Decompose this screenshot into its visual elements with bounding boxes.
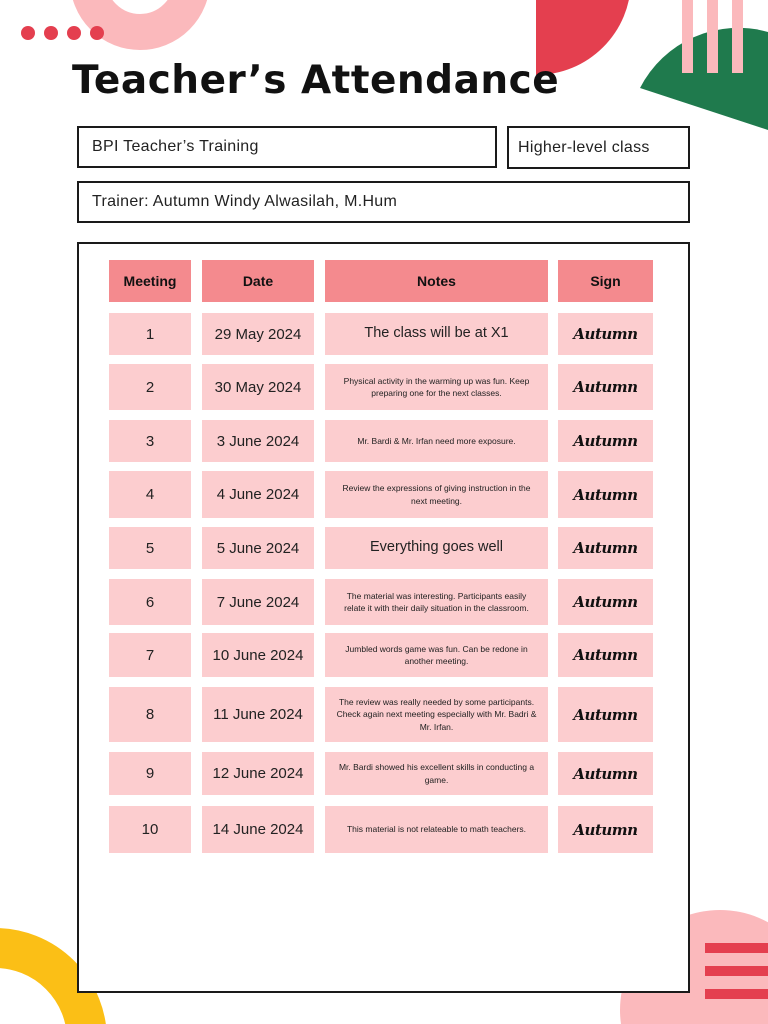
table-cell-sign: Autumn: [558, 313, 653, 355]
table-cell-date: 11 June 2024: [202, 687, 314, 742]
table-cell-date: 12 June 2024: [202, 752, 314, 795]
table-cell-date: 10 June 2024: [202, 633, 314, 677]
header-notes: Notes: [325, 260, 548, 302]
red-stripe-shape: [705, 966, 768, 976]
header-date: Date: [202, 260, 314, 302]
table-cell-notes: Review the expressions of giving instruction in the next meeting.: [325, 471, 548, 518]
table-cell-meeting: 8: [109, 687, 191, 742]
red-stripe-shape: [705, 943, 768, 953]
table-cell-date: 4 June 2024: [202, 471, 314, 518]
table-cell-sign: Autumn: [558, 806, 653, 853]
table-cell-meeting: 1: [109, 313, 191, 355]
table-cell-notes: The material was interesting. Participants easily relate it with their daily situation in the classroom.: [325, 579, 548, 625]
table-cell-notes: Mr. Bardi showed his excellent skills in conducting a game.: [325, 752, 548, 795]
yellow-ring-shape: [0, 948, 87, 1024]
table-cell-meeting: 10: [109, 806, 191, 853]
header-meeting: Meeting: [109, 260, 191, 302]
table-cell-notes: Jumbled words game was fun. Can be redone in another meeting.: [325, 633, 548, 677]
red-stripe-shape: [705, 989, 768, 999]
class-level-field: Higher-level class: [507, 126, 690, 169]
table-cell-meeting: 9: [109, 752, 191, 795]
table-cell-date: 14 June 2024: [202, 806, 314, 853]
table-cell-sign: Autumn: [558, 420, 653, 462]
page-title: Teacher’s Attendance: [72, 58, 560, 103]
table-cell-date: 3 June 2024: [202, 420, 314, 462]
table-cell-sign: Autumn: [558, 471, 653, 518]
table-cell-meeting: 6: [109, 579, 191, 625]
table-cell-meeting: 3: [109, 420, 191, 462]
table-cell-notes: The review was really needed by some participants. Check again next meeting especially with Mr. Badri & Mr. Irfan.: [325, 687, 548, 742]
table-cell-notes: Physical activity in the warming up was fun. Keep preparing one for the next classes.: [325, 364, 548, 410]
table-cell-sign: Autumn: [558, 687, 653, 742]
table-cell-date: 30 May 2024: [202, 364, 314, 410]
dot-shape: [21, 26, 35, 40]
table-cell-sign: Autumn: [558, 364, 653, 410]
pink-bar-shape: [732, 0, 743, 73]
table-cell-notes: This material is not relateable to math teachers.: [325, 806, 548, 853]
table-cell-date: 7 June 2024: [202, 579, 314, 625]
table-cell-meeting: 5: [109, 527, 191, 569]
table-cell-meeting: 7: [109, 633, 191, 677]
program-field: BPI Teacher’s Training: [77, 126, 497, 168]
dot-shape: [67, 26, 81, 40]
green-shape: [640, 28, 768, 130]
pink-bar-shape: [682, 0, 693, 73]
pink-bar-shape: [707, 0, 718, 73]
table-cell-date: 5 June 2024: [202, 527, 314, 569]
table-cell-sign: Autumn: [558, 527, 653, 569]
table-cell-meeting: 4: [109, 471, 191, 518]
trainer-field: Trainer: Autumn Windy Alwasilah, M.Hum: [77, 181, 690, 223]
attendance-frame: [77, 242, 690, 993]
table-cell-sign: Autumn: [558, 633, 653, 677]
table-cell-sign: Autumn: [558, 752, 653, 795]
dot-shape: [90, 26, 104, 40]
table-cell-meeting: 2: [109, 364, 191, 410]
dot-shape: [44, 26, 58, 40]
header-sign: Sign: [558, 260, 653, 302]
table-cell-notes: Mr. Bardi & Mr. Irfan need more exposure.: [325, 420, 548, 462]
table-cell-sign: Autumn: [558, 579, 653, 625]
table-cell-date: 29 May 2024: [202, 313, 314, 355]
dots-decoration: [21, 26, 104, 40]
table-cell-notes: Everything goes well: [325, 527, 548, 569]
table-cell-notes: The class will be at X1: [325, 313, 548, 355]
